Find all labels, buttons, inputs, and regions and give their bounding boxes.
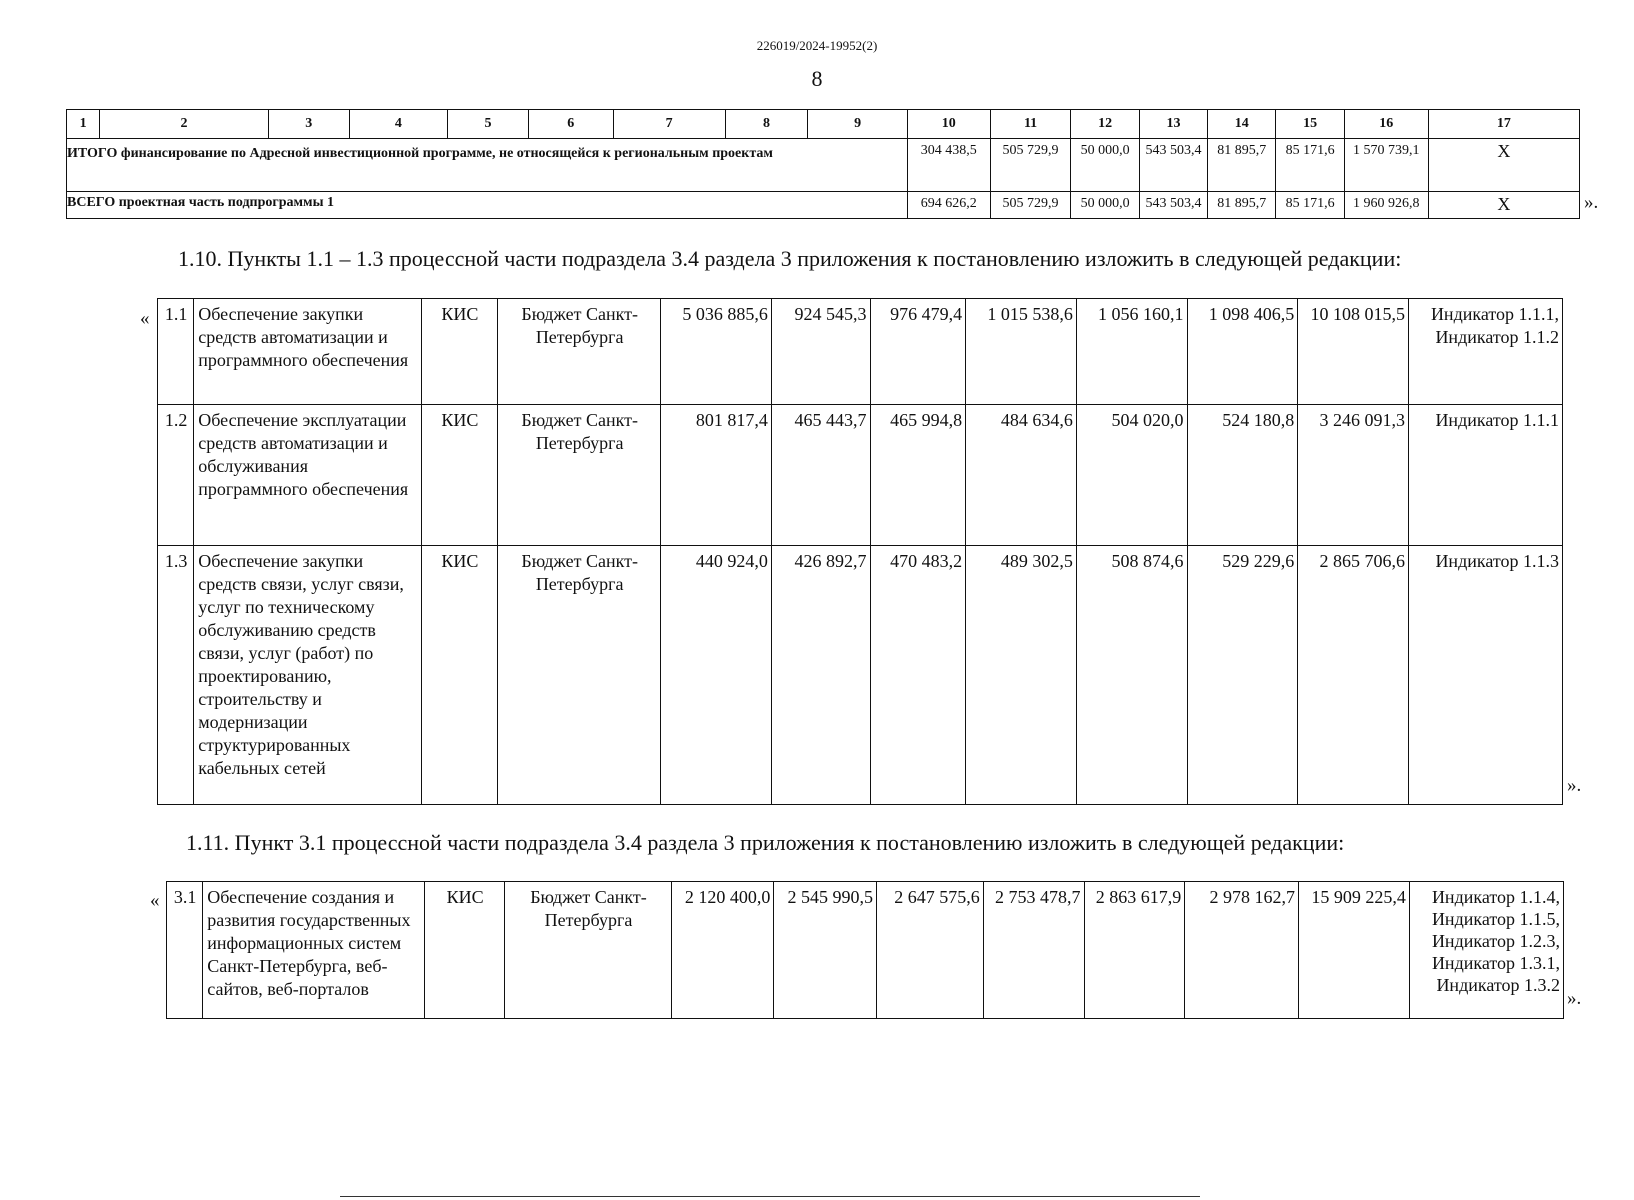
value-cell: 465 994,8 bbox=[870, 405, 966, 546]
executor: КИС bbox=[421, 405, 497, 546]
value-cell: 2 545 990,5 bbox=[774, 882, 877, 1019]
closing-quote: ». bbox=[1584, 192, 1599, 213]
executor: КИС bbox=[421, 299, 497, 405]
row-label: ВСЕГО проектная часть подпрограммы 1 bbox=[67, 192, 908, 219]
item-name: Обеспечение закупки средств автоматизации и программного обеспечения bbox=[194, 299, 421, 405]
document-number: 226019/2024-19952(2) bbox=[756, 38, 878, 53]
col-header: 11 bbox=[990, 110, 1071, 139]
item-name: Обеспечение закупки средств связи, услуг связи, услуг по техническому обслуживанию средств связи, услуг (работ) по проектированию, строительству и модернизации структурированных кабельных сетей bbox=[194, 546, 421, 805]
value-cell: 924 545,3 bbox=[771, 299, 870, 405]
table-row bbox=[158, 299, 1563, 405]
col-header: 14 bbox=[1208, 110, 1276, 139]
funding-source: Бюджет Санкт-Петербурга bbox=[498, 546, 661, 805]
process-item-3-1-table bbox=[166, 881, 1564, 1019]
table-row bbox=[158, 546, 1563, 805]
value-cell: 304 438,5 bbox=[907, 139, 990, 192]
value-cell: 505 729,9 bbox=[990, 192, 1071, 219]
col-header: 1 bbox=[67, 110, 100, 139]
item-name: Обеспечение создания и развития государственных информационных систем Санкт-Петербурга, веб-сайтов, веб-порталов bbox=[203, 882, 425, 1019]
value-cell: 3 246 091,3 bbox=[1298, 405, 1409, 546]
x-mark-cell: Х bbox=[1428, 139, 1579, 192]
closing-quote: ». bbox=[1567, 988, 1582, 1009]
value-cell: 2 863 617,9 bbox=[1084, 882, 1185, 1019]
value-cell: 470 483,2 bbox=[870, 546, 966, 805]
x-mark-cell: Х bbox=[1428, 192, 1579, 219]
funding-source: Бюджет Санкт-Петербурга bbox=[498, 299, 661, 405]
col-header: 10 bbox=[907, 110, 990, 139]
value-cell: 10 108 015,5 bbox=[1298, 299, 1409, 405]
table-row bbox=[158, 405, 1563, 546]
value-cell: 694 626,2 bbox=[907, 192, 990, 219]
row-label: ИТОГО финансирование по Адресной инвестиционной программе, не относящейся к региональным проектам bbox=[67, 139, 908, 192]
table-row bbox=[67, 192, 1580, 219]
col-header: 7 bbox=[613, 110, 725, 139]
financing-summary-table bbox=[66, 109, 1580, 219]
value-cell: 2 753 478,7 bbox=[983, 882, 1084, 1019]
value-cell: 505 729,9 bbox=[990, 139, 1071, 192]
value-cell: 2 865 706,6 bbox=[1298, 546, 1409, 805]
value-cell: 484 634,6 bbox=[966, 405, 1077, 546]
value-cell: 2 647 575,6 bbox=[877, 882, 984, 1019]
value-cell: 801 817,4 bbox=[661, 405, 772, 546]
value-cell: 85 171,6 bbox=[1276, 139, 1344, 192]
paragraph-1-11: 1.11. Пункт 3.1 процессной части подраздела 3.4 раздела 3 приложения к постановлению изложить в следующей редакции: bbox=[186, 830, 1345, 855]
table-row bbox=[67, 139, 1580, 192]
value-cell: 85 171,6 bbox=[1276, 192, 1344, 219]
value-cell: 1 015 538,6 bbox=[966, 299, 1077, 405]
executor: КИС bbox=[424, 882, 505, 1019]
executor: КИС bbox=[421, 546, 497, 805]
col-header: 17 bbox=[1428, 110, 1579, 139]
value-cell: 543 503,4 bbox=[1139, 192, 1207, 219]
table-row bbox=[167, 882, 1564, 1019]
bottom-rule bbox=[340, 1196, 1200, 1197]
value-cell: 2 978 162,7 bbox=[1185, 882, 1299, 1019]
value-cell: 489 302,5 bbox=[966, 546, 1077, 805]
funding-source: Бюджет Санкт-Петербурга bbox=[498, 405, 661, 546]
col-header: 16 bbox=[1344, 110, 1428, 139]
value-cell: 1 056 160,1 bbox=[1076, 299, 1187, 405]
value-cell: 81 895,7 bbox=[1208, 192, 1276, 219]
col-header: 4 bbox=[349, 110, 447, 139]
value-cell: 440 924,0 bbox=[661, 546, 772, 805]
value-cell: 2 120 400,0 bbox=[671, 882, 774, 1019]
col-header: 12 bbox=[1071, 110, 1139, 139]
value-cell: 529 229,6 bbox=[1187, 546, 1298, 805]
col-header: 9 bbox=[808, 110, 907, 139]
value-cell: 976 479,4 bbox=[870, 299, 966, 405]
closing-quote: ». bbox=[1567, 775, 1582, 796]
value-cell: 1 960 926,8 bbox=[1344, 192, 1428, 219]
item-number: 3.1 bbox=[167, 882, 203, 1019]
item-name: Обеспечение эксплуатации средств автоматизации и обслуживания программного обеспечения bbox=[194, 405, 421, 546]
col-header: 6 bbox=[528, 110, 613, 139]
opening-quote: « bbox=[150, 890, 160, 911]
col-header: 13 bbox=[1139, 110, 1207, 139]
opening-quote: « bbox=[140, 308, 150, 329]
process-items-table bbox=[157, 298, 1563, 805]
item-number: 1.3 bbox=[158, 546, 194, 805]
value-cell: 5 036 885,6 bbox=[661, 299, 772, 405]
value-cell: 1 098 406,5 bbox=[1187, 299, 1298, 405]
indicator-cell: Индикатор 1.1.1 bbox=[1408, 405, 1562, 546]
page-number: 8 bbox=[811, 66, 823, 91]
col-header: 15 bbox=[1276, 110, 1344, 139]
value-cell: 1 570 739,1 bbox=[1344, 139, 1428, 192]
indicator-cell: Индикатор 1.1.3 bbox=[1408, 546, 1562, 805]
value-cell: 426 892,7 bbox=[771, 546, 870, 805]
value-cell: 543 503,4 bbox=[1139, 139, 1207, 192]
value-cell: 508 874,6 bbox=[1076, 546, 1187, 805]
value-cell: 15 909 225,4 bbox=[1299, 882, 1410, 1019]
indicator-cell: Индикатор 1.1.1, Индикатор 1.1.2 bbox=[1408, 299, 1562, 405]
value-cell: 504 020,0 bbox=[1076, 405, 1187, 546]
funding-source: Бюджет Санкт-Петербурга bbox=[505, 882, 671, 1019]
value-cell: 465 443,7 bbox=[771, 405, 870, 546]
column-number-row bbox=[67, 110, 1580, 139]
value-cell: 50 000,0 bbox=[1071, 139, 1139, 192]
value-cell: 50 000,0 bbox=[1071, 192, 1139, 219]
col-header: 2 bbox=[100, 110, 269, 139]
value-cell: 524 180,8 bbox=[1187, 405, 1298, 546]
item-number: 1.1 bbox=[158, 299, 194, 405]
paragraph-1-10: 1.10. Пункты 1.1 – 1.3 процессной части подраздела 3.4 раздела 3 приложения к постановлению изложить в следующей редакции: bbox=[178, 246, 1402, 271]
col-header: 3 bbox=[268, 110, 349, 139]
value-cell: 81 895,7 bbox=[1208, 139, 1276, 192]
item-number: 1.2 bbox=[158, 405, 194, 546]
indicator-cell: Индикатор 1.1.4, Индикатор 1.1.5, Индикатор 1.2.3, Индикатор 1.3.1, Индикатор 1.3.2 bbox=[1409, 882, 1563, 1019]
col-header: 5 bbox=[448, 110, 529, 139]
col-header: 8 bbox=[725, 110, 808, 139]
